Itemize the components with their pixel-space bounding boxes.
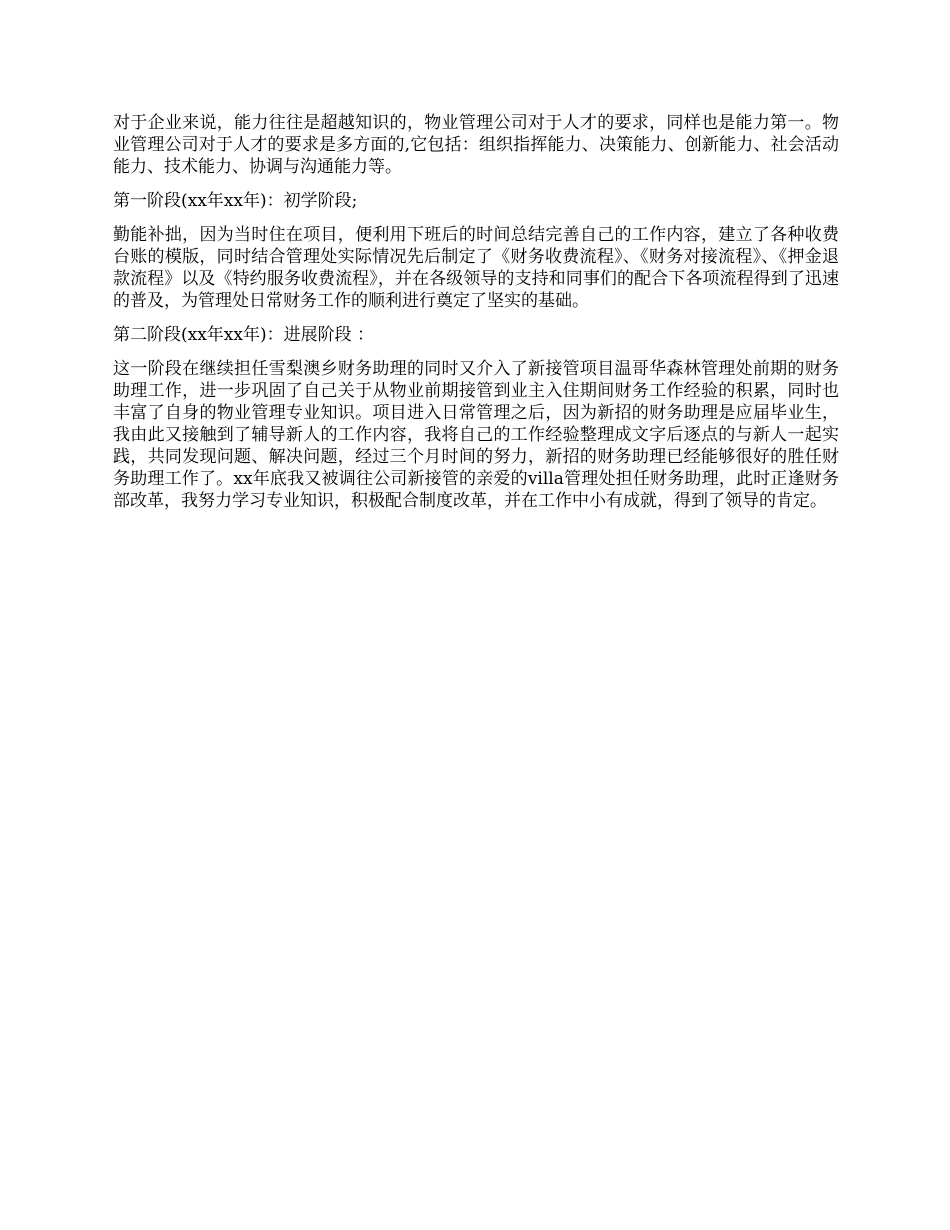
paragraph-stage-one: 勤能补拙，因为当时住在项目，便利用下班后的时间总结完善自己的工作内容，建立了各种收费台账的模版，同时结合管理处实际情况先后制定了《财务收费流程》、《财务对接流程》、《押金退款流程》以及《特约服务收费流程》，并在各级领导的支持和同事们的配合下各项流程得到了迅速的普及，为管理处日常财务工作的顺利进行奠定了坚实的基础。 xyxy=(113,225,839,311)
paragraph-stage-two: 这一阶段在继续担任雪梨澳乡财务助理的同时又介入了新接管项目温哥华森林管理处前期的财务助理工作，进一步巩固了自己关于从物业前期接管到业主入住期间财务工作经验的积累，同时也丰富了自身的物业管理专业知识。项目进入日常管理之后，因为新招的财务助理是应届毕业生，我由此又接触到了辅导新人的工作内容，我将自己的工作经验整理成文字后逐点的与新人一起实践，共同发现问题、解决问题，经过三个月时间的努力，新招的财务助理已经能够很好的胜任财务助理工作了。xx年底我又被调往公司新接管的亲爱的villa管理处担任财务助理，此时正逢财务部改革，我努力学习专业知识，积极配合制度改革，并在工作中小有成就，得到了领导的肯定。 xyxy=(113,359,839,511)
heading-stage-one: 第一阶段(xx年xx年)：初学阶段; xyxy=(113,191,358,211)
heading-stage-two: 第二阶段(xx年xx年)：进展阶段 ： xyxy=(113,325,375,345)
document-body xyxy=(113,112,839,524)
paragraph-intro: 对于企业来说，能力往往是超越知识的，物业管理公司对于人才的要求，同样也是能力第一。物业管理公司对于人才的要求是多方面的,它包括：组织指挥能力、决策能力、创新能力、社会活动能力、技术能力、协调与沟通能力等。 xyxy=(113,113,839,177)
